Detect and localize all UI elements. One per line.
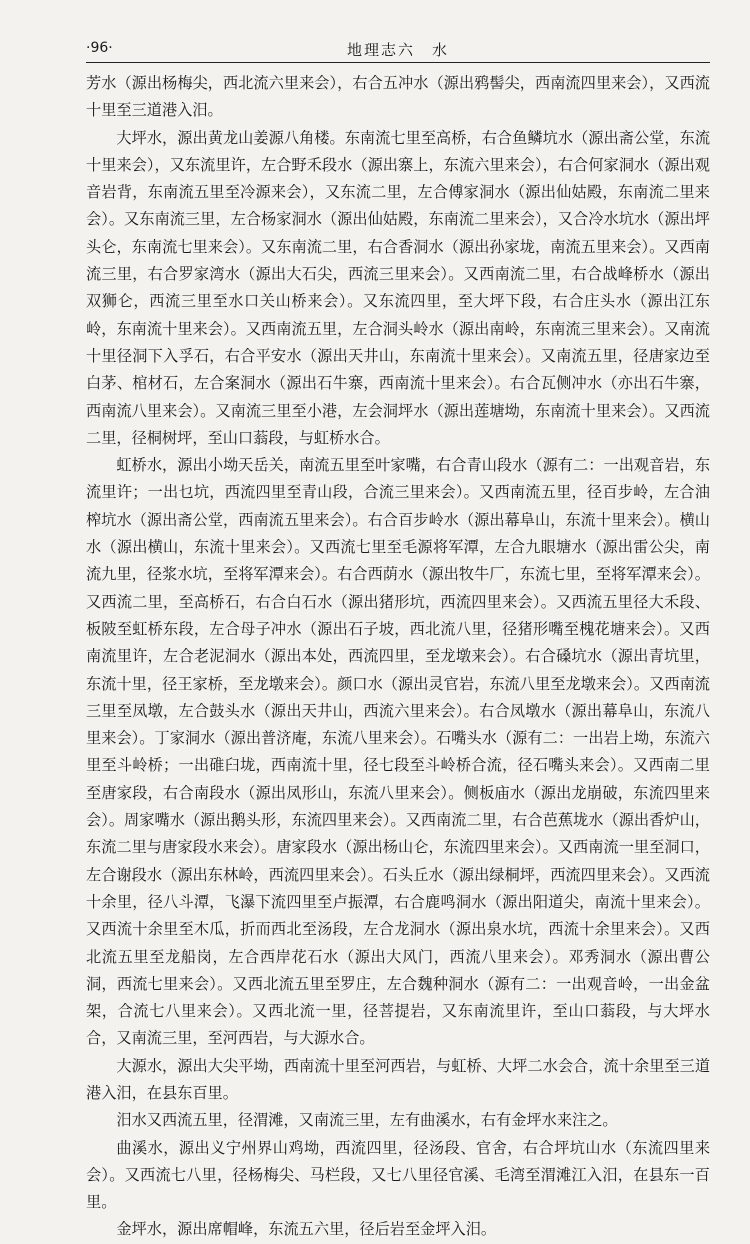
paragraph-hongqiaoshui: 虹桥水，源出小坳天岳关，南流五里至叶家嘴，右合青山段水（源有二：一出观音岩，东流里许；一出乜坑，西流四里至青山段，合流三里来会）。又西南流五里，径百步岭，左合油榨坑水（源出斋公堂，西南流五里来会）。右合百步岭水（源出幕阜山，东流十里来会）。横山水（源出横山，东流十里来会）。又西流七里至毛源将军潭，左合九眼塘水（源出雷公尖，南流九里，径浆水坑，至将军潭来会）。右合西荫水（源出牧牛厂，东流七里，至将军潭来会）。又西流二里，至高桥石，右合白石水（源出猪形坑，西流四里来会）。又西流五里径大禾段、板陂至虹桥东段，左合母子冲水（源出石子坡，西北流八里，径猪形嘴至槐花塘来会）。又西南流里许，左合老泥洞水（源出本处，西流四里，至龙墩来会）。右合磉坑水（源出青坑里，东流十里，径王家桥，至龙墩来会）。颜口水（源出灵官岩，东流八里至龙墩来会）。又西南流三里至凤墩，左合鼓头水（源出天井山，西流六里来会）。右合凤墩水（源出幕阜山，东流八里来会）。丁家洞水（源出普济庵，东流八里来会）。石嘴头水（源有二：一出岩上坳，东流六里至斗岭桥；一出碓臼垅，西南流十里，径七段至斗岭桥合流，径石嘴头来会）。又西南二里至唐家段，右合南段水（源出凤形山，东流八里来会）。侧板庙水（源出龙崩破，东流四里来会）。周家嘴水（源出鹅头形，东流四里来会）。又西南流二里，右合芭蕉垅水（源出香炉山，东流二里与唐家段水来会）。唐家段水（源出杨山仑，东流四里来会）。又西南流一里至洞口，左合谢段水（源出东林岭，西流四里来会）。石头丘水（源出绿桐坪，西流四里来会）。又西流十余里，径八斗潭，飞瀑下流四里至卢振潭，右合鹿鸣洞水（源出阳道尖，南流十里来会）。又西流十余里至木瓜，折而西北至汤段，左合龙洞水（源出泉水坑，西流十余里来会）。又西北流五里至龙船岗，左合西岸花石水（源出大风门，西流八里来会）。邓秀洞水（源出曹公洞，西流七里来会）。又西北流五里至罗庄，左合魏种洞水（源有二：一出观音岭，一出金盆架，合流七八里来会）。又西北流一里，径菩提岩，又东南流里许，至山口蓊段，与大坪水合，又南流三里，至河西岩，与大源水合。 [86, 456, 710, 1048]
paragraph-quxishui: 曲溪水，源出义宁州界山鸡坳，西流四里，径汤段、官舍，右合坪坑山水（东流四里来会）。又西流七八里，径杨梅尖、马栏段，又七八里径官溪、毛湾至渭滩江入汨，在县东一百里。 [86, 1138, 710, 1212]
body-text [86, 70, 710, 1244]
page-number: ·96· [86, 40, 113, 56]
paragraph-dapingshui: 大坪水，源出黄龙山姜源八角楼。东南流七里至高桥，右合鱼鳞坑水（源出斋公堂，东流十里来会），又东流里许，左合野禾段水（源出寨上，东流六里来会），右合何家洞水（源出观音岩背，东南流五里至冷源来会），又东流二里，左合傅家洞水（源出仙姑殿，东南流二里来会）。又东南流三里，左合杨家洞水（源出仙姑殿，东南流二里来会），又合冷水坑水（源出坪头仑，东南流七里来会）。又东南流二里，右合香洞水（源出孙家垅，南流五里来会）。又西南流三里，右合罗家湾水（源出大石尖，西流三里来会）。又西南流二里，右合战峰桥水（源出双狮仑，西流三里至水口关山桥来会）。又东流四里，至大坪下段，右合庄头水（源出江东岭，东南流十里来会）。又西南流五里，左合洞头岭水（源出南岭，东南流三里来会）。又南流十里径洞下入孚石，右合平安水（源出天井山，东南流十里来会）。又南流五里，径唐家边至白茅、棺材石，左合案洞水（源出石牛寨，西南流十里来会）。右合瓦侧冲水（亦出石牛寨，西南流八里来会）。又南流三里至小港，左会洞坪水（源出莲塘坳，东南流十里来会）。又西流二里，径桐树坪，至山口蓊段，与虹桥水合。 [86, 128, 710, 447]
paragraph-mishui: 汨水又西流五里，径渭滩，又南流三里，左有曲溪水，右有金坪水来注之。 [116, 1111, 618, 1130]
paragraph-dayuanshui: 大源水，源出大尖平坳，西南流十里至河西岩，与虹桥、大坪二水会合，流十余里至三道港入汨，在县东百里。 [86, 1056, 710, 1102]
running-title: 地理志六 水 [346, 41, 449, 59]
page-header [86, 38, 710, 63]
paragraph-jinpingshui: 金坪水，源出席帽峰，东流五六里，径后岩至金坪入汨。 [116, 1220, 497, 1239]
paragraph-fangshui-continued: 芳水（源出杨梅尖，西北流六里来会），右合五冲水（源出鸦髻尖，西南流四里来会），又西流十里至三道港入汨。 [86, 74, 710, 120]
